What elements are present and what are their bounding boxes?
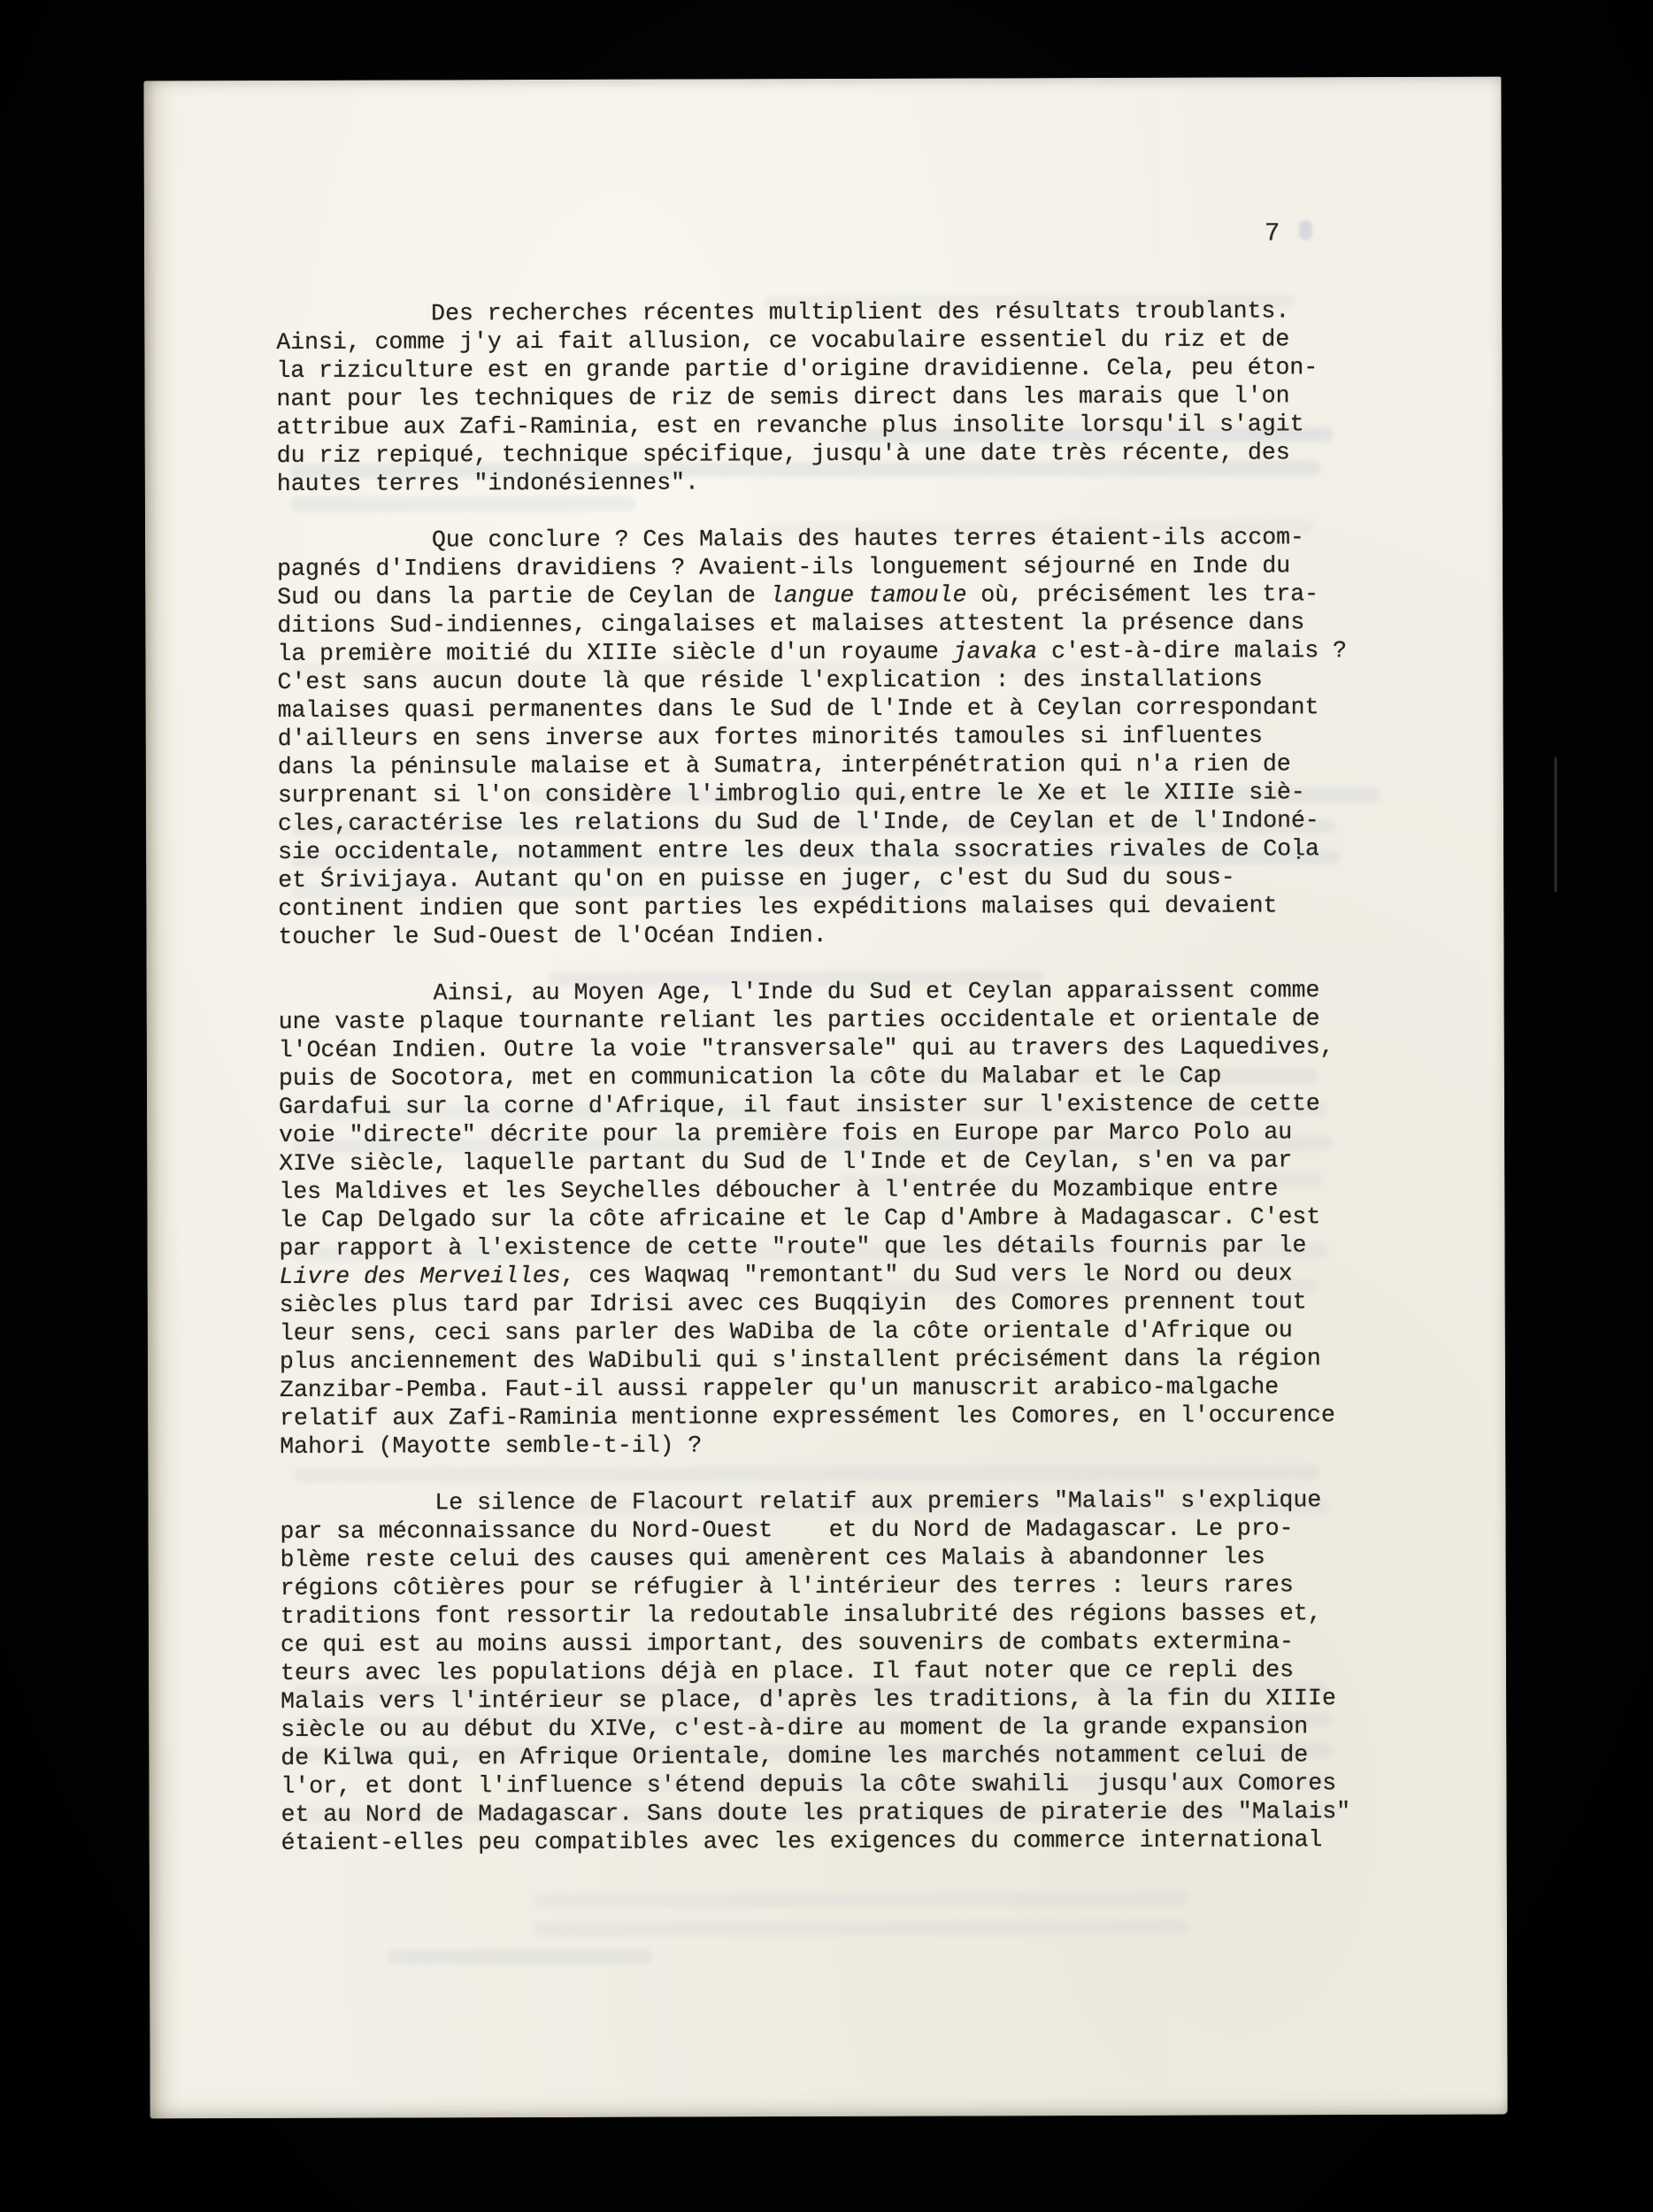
italic-text-segment: javaka xyxy=(952,638,1038,665)
text-line xyxy=(277,438,1385,470)
text-segment: attribue aux Zafi-Raminia, est en revanche plus insolite lorsqu'il s'agit xyxy=(276,411,1304,441)
text-line xyxy=(276,353,1384,385)
text-line xyxy=(278,834,1386,866)
text-line xyxy=(279,976,1387,1008)
text-segment: Ainsi, comme j'y ai fait allusion, ce vocabulaire essentiel du riz et de xyxy=(276,326,1290,356)
text-segment: régions côtières pour se réfugier à l'intérieur des terres : leurs rares xyxy=(280,1571,1294,1601)
text-segment: Des recherches récentes multiplient des résultats troublants. xyxy=(276,297,1290,327)
text-line xyxy=(280,1316,1388,1348)
text-segment: continent indien que sont parties les expéditions malaises qui devaient xyxy=(278,892,1278,922)
text-line xyxy=(276,381,1384,413)
text-line xyxy=(278,721,1386,753)
bleed-through-smudge xyxy=(387,1949,652,1965)
text-line xyxy=(281,1740,1388,1772)
text-segment: l'or, et dont l'influence s'étend depuis la côte swahili jusqu'aux Comores xyxy=(281,1770,1337,1800)
text-line xyxy=(279,1089,1387,1121)
text-line xyxy=(280,1344,1388,1376)
text-segment: blème reste celui des causes qui amenèrent ces Malais à abandonner les xyxy=(280,1543,1265,1573)
text-segment: les Maldives et les Seychelles déboucher à l'entrée du Mozambique entre xyxy=(279,1175,1279,1205)
text-segment: relatif aux Zafi-Raminia mentionne expressément les Comores, en l'occurence xyxy=(280,1402,1335,1432)
text-segment: l'Océan Indien. Outre la voie "transversale" qui au travers des Laquedives, xyxy=(278,1033,1334,1064)
scan-artifact-line xyxy=(1555,757,1557,892)
text-segment: C'est sans aucun doute là que réside l'explication : des installations xyxy=(277,665,1263,695)
text-segment: surprenant si l'on considère l'imbroglio qui,entre le Xe et le XIIIe siè- xyxy=(277,779,1305,809)
text-line xyxy=(281,1627,1388,1659)
text-line xyxy=(280,1429,1388,1461)
text-line xyxy=(281,1825,1389,1857)
text-segment: et au Nord de Madagascar. Sans doute les pratiques de piraterie des "Malais" xyxy=(281,1798,1351,1828)
text-line xyxy=(281,1542,1388,1574)
text-segment: de Kilwa qui, en Afrique Orientale, domine les marchés notamment celui de xyxy=(281,1741,1309,1771)
text-line xyxy=(277,523,1385,555)
text-segment: teurs avec les populations déjà en place. Il faut noter que ce repli des xyxy=(280,1656,1295,1686)
text-line xyxy=(278,806,1386,838)
text-segment: siècle ou au début du XIVe, c'est-à-dire au moment de la grande expansion xyxy=(281,1713,1309,1743)
text-line xyxy=(280,1259,1388,1291)
text-line xyxy=(279,1231,1387,1263)
text-line xyxy=(281,1599,1388,1631)
text-line xyxy=(279,1061,1387,1093)
text-line xyxy=(278,891,1386,923)
text-line xyxy=(277,410,1385,442)
text-segment: traditions font ressortir la redoutable insalubrité des régions basses et, xyxy=(280,1600,1322,1630)
text-segment: où, précisément les tra- xyxy=(966,580,1319,609)
italic-text-segment: langue tamoule xyxy=(769,581,967,610)
text-line xyxy=(276,325,1384,357)
text-line xyxy=(280,1486,1388,1517)
text-segment: ce qui est au moins aussi important, des souvenirs de combats extermina- xyxy=(280,1628,1294,1658)
text-line xyxy=(279,1202,1387,1234)
text-line xyxy=(278,778,1386,810)
text-line xyxy=(279,1004,1387,1036)
text-line xyxy=(277,551,1385,583)
text-line xyxy=(280,1401,1388,1432)
text-line xyxy=(281,1712,1388,1744)
bleed-through-smudge xyxy=(534,1920,1188,1937)
text-segment: Gardafui sur la corne d'Afrique, il faut insister sur l'existence de cette xyxy=(278,1090,1320,1120)
text-line xyxy=(279,1146,1387,1178)
text-segment: leur sens, ceci sans parler des WaDiba de la côte orientale d'Afrique ou xyxy=(279,1317,1293,1347)
text-segment: d'ailleurs en sens inverse aux fortes minorités tamoules si influentes xyxy=(277,722,1263,752)
text-line xyxy=(276,296,1384,328)
text-segment: toucher le Sud-Ouest de l'Océan Indien. xyxy=(278,921,827,950)
text-line xyxy=(277,608,1385,640)
italic-text-segment: Livre des Merveilles xyxy=(279,1262,561,1290)
text-block xyxy=(276,296,1389,1857)
bleed-through-smudge xyxy=(1299,220,1312,240)
text-segment: Mahori (Mayotte semble-t-il) ? xyxy=(280,1432,703,1460)
text-line xyxy=(280,1514,1388,1546)
text-line xyxy=(281,1571,1388,1602)
text-segment: du riz repiqué, technique spécifique, jusqu'à une date très récente, des xyxy=(276,439,1290,469)
text-segment: la première moitié du XIIIe siècle d'un royaume xyxy=(277,638,953,667)
book-page xyxy=(143,77,1507,2119)
text-segment: c'est-à-dire malais ? xyxy=(1037,637,1348,665)
text-segment: Zanzibar-Pemba. Faut-il aussi rappeler qu'un manuscrit arabico-malgache xyxy=(279,1373,1280,1403)
paragraph xyxy=(276,296,1385,498)
text-segment: étaient-elles peu compatibles avec les exigences du commerce international xyxy=(281,1826,1323,1856)
text-line xyxy=(278,863,1386,895)
text-segment: cles,caractérise les relations du Sud de l'Inde, de Ceylan et de l'Indoné- xyxy=(277,807,1319,837)
text-segment: pagnés d'Indiens dravidiens ? Avaient-ils longuement séjourné en Inde du xyxy=(277,552,1291,582)
text-segment: XIVe siècle, laquelle partant du Sud de l'Inde et de Ceylan, s'en va par xyxy=(279,1147,1293,1177)
text-line xyxy=(281,1769,1388,1801)
text-segment: puis de Socotora, met en communication la côte du Malabar et le Cap xyxy=(278,1062,1222,1092)
text-line xyxy=(281,1684,1388,1716)
text-segment: et Śrivijaya. Autant qu'on en puisse en juger, c'est du Sud du sous- xyxy=(278,864,1235,894)
text-segment: une vaste plaque tournante reliant les parties occidentale et orientale de xyxy=(278,1005,1320,1035)
text-line xyxy=(281,1797,1388,1829)
text-line xyxy=(277,636,1385,668)
text-line xyxy=(281,1655,1388,1687)
text-segment: ditions Sud-indiennes, cingalaises et malaises attestent la présence dans xyxy=(277,609,1305,639)
text-segment: hautes terres "indonésiennes". xyxy=(276,469,699,497)
paragraph xyxy=(280,1486,1388,1857)
text-line xyxy=(278,749,1386,781)
text-segment: malaises quasi permanentes dans le Sud de l'Inde et à Ceylan correspondant xyxy=(277,694,1319,724)
text-segment: Ainsi, au Moyen Age, l'Inde du Sud et Ceylan apparaissent comme xyxy=(278,977,1320,1007)
text-segment: sie occidentale, notamment entre les deux thala ssocraties rivales de Coḷa xyxy=(278,835,1319,865)
text-segment: Sud ou dans la partie de Ceylan de xyxy=(277,582,770,611)
text-line xyxy=(279,1118,1387,1149)
text-segment: la riziculture est en grande partie d'origine dravidienne. Cela, peu éton- xyxy=(276,354,1319,384)
text-line xyxy=(277,580,1385,611)
text-line xyxy=(280,1287,1388,1319)
page-number: 7 xyxy=(1264,219,1280,249)
text-segment: , ces Waqwaq "remontant" du Sud vers le Nord ou deux xyxy=(560,1260,1293,1289)
paragraph xyxy=(277,523,1387,951)
text-segment: Malais vers l'intérieur se place, d'après les traditions, à la fin du XIIIe xyxy=(281,1685,1336,1715)
text-line xyxy=(280,1372,1388,1404)
text-line xyxy=(278,919,1386,951)
text-line xyxy=(279,1174,1387,1206)
text-line xyxy=(279,1033,1387,1064)
text-segment: voie "directe" décrite pour la première fois en Europe par Marco Polo au xyxy=(279,1118,1293,1148)
text-line xyxy=(277,664,1385,696)
text-segment: par sa méconnaissance du Nord-Ouest et du Nord de Madagascar. Le pro- xyxy=(280,1515,1294,1545)
text-segment: par rapport à l'existence de cette "route" que les détails fournis par le xyxy=(279,1232,1307,1262)
text-segment: nant pour les techniques de riz de semis direct dans les marais que l'on xyxy=(276,382,1290,412)
text-segment: siècles plus tard par Idrisi avec ces Buqqiyin des Comores prennent tout xyxy=(279,1288,1307,1318)
paragraph xyxy=(279,976,1388,1461)
bleed-through-smudge xyxy=(534,1892,1188,1909)
text-segment: plus anciennement des WaDibuli qui s'installent précisément dans la région xyxy=(279,1345,1321,1375)
text-line xyxy=(277,466,1385,498)
text-segment: Que conclure ? Ces Malais des hautes terres étaient-ils accom- xyxy=(276,524,1304,554)
text-segment: le Cap Delgado sur la côte africaine et le Cap d'Ambre à Madagascar. C'est xyxy=(279,1203,1321,1233)
text-segment: dans la péninsule malaise et à Sumatra, interpénétration qui n'a rien de xyxy=(277,750,1291,780)
text-line xyxy=(278,693,1386,725)
text-segment: Le silence de Flacourt relatif aux premiers "Malais" s'explique xyxy=(280,1486,1322,1517)
